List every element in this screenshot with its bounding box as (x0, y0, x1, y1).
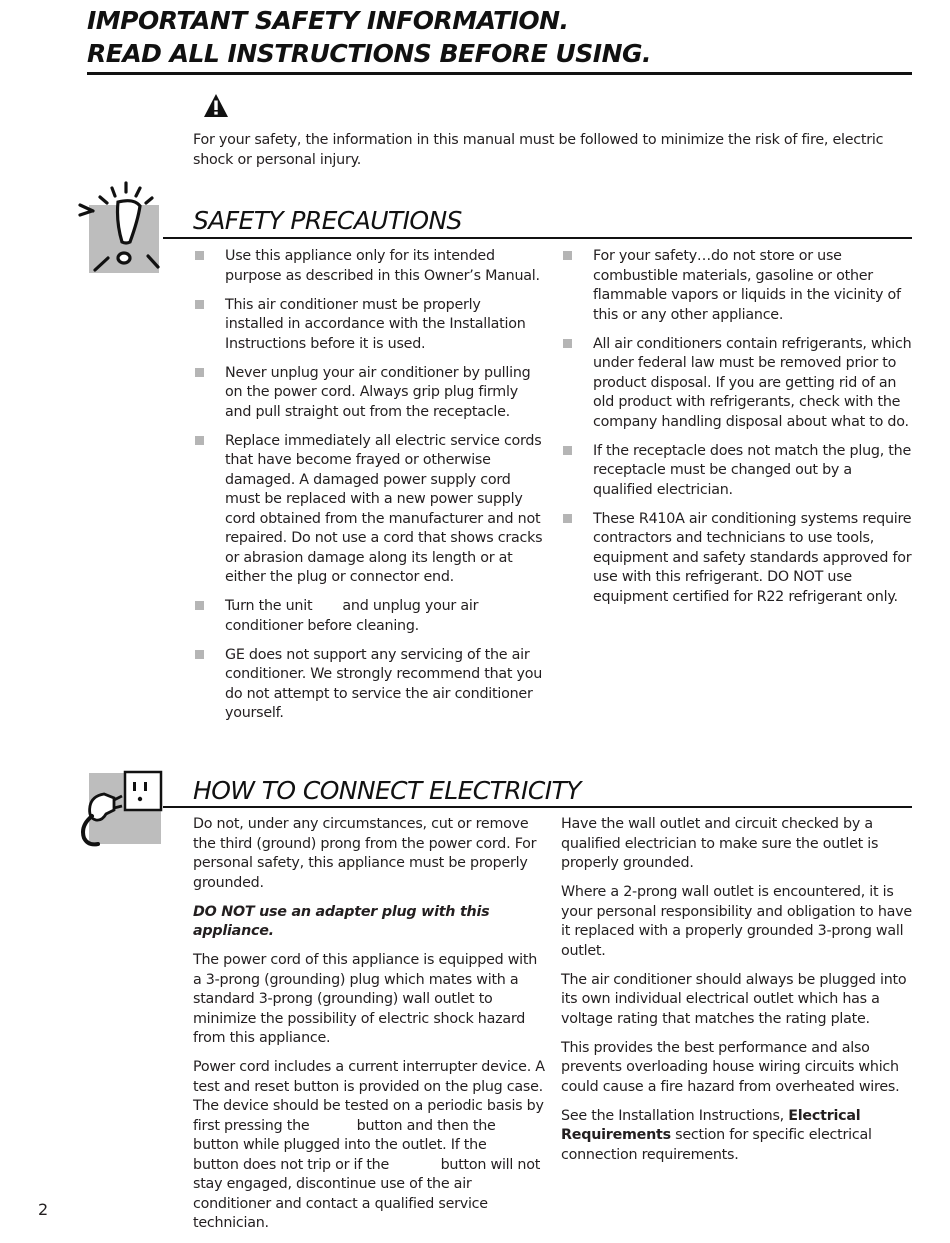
list-item: GE does not support any servicing of the air conditioner. We strongly recommend that you do not attempt to service the air conditioner yourself. (193, 646, 543, 724)
intro-text: For your safety, the information in this manual must be followed to minimize the risk of fire, electric shock or personal injury. (193, 132, 884, 168)
bullet-square-icon (563, 251, 572, 260)
electricity-paragraph: Have the wall outlet and circuit checked by a qualified electrician to make sure the outlet is properly grounded. (561, 816, 879, 871)
safety-section-divider (163, 237, 912, 239)
bullet-square-icon (195, 601, 204, 610)
electricity-paragraph: The air conditioner should always be plugged into its own individual electrical outlet which has a voltage rating that matches the rating plate. (561, 971, 907, 1027)
list-item: Use this appliance only for its intended purpose as described in this Owner’s Manual. (193, 247, 543, 286)
electrical-requirements-reference: Electrical Requirements (561, 1107, 861, 1143)
electricity-section-divider (163, 806, 912, 808)
electricity-left-column (193, 815, 550, 1243)
electricity-section-title: HOW TO CONNECT ELECTRICITY (193, 776, 581, 805)
plug-outlet-icon (78, 768, 166, 848)
list-item: These R410A air conditioning systems require contractors and technicians to use tools, equipment and safety standards approved for use with this refrigerant. DO NOT use equipment certified for R22 refrigerant only. (561, 510, 913, 608)
bullet-square-icon (563, 446, 572, 455)
list-item: Never unplug your air conditioner by pulling on the power cord. Always grip plug firmly and pull straight out from the receptacle. (193, 364, 543, 423)
bullet-square-icon (195, 251, 204, 260)
warning-triangle-icon (203, 93, 229, 119)
bullet-square-icon (195, 650, 204, 659)
list-item: All air conditioners contain refrigerants, which under federal law must be removed prior to product disposal. If you are getting rid of an old product with refrigerants, check with the company handling disposal about what to do. (561, 335, 913, 433)
list-item: If the receptacle does not match the plug, the receptacle must be changed out by a qualified electrician. (561, 442, 913, 501)
electricity-right-column (561, 815, 913, 1175)
header-divider (87, 72, 912, 75)
exclamation-alert-icon (78, 180, 168, 275)
page-number: 2 (38, 1200, 49, 1219)
electricity-paragraph: The power cord of this appliance is equipped with a 3-prong (grounding) plug which mates with a standard 3-prong (grounding) wall outlet to minimize the possibility of electric shock hazard from this appliance. (193, 952, 538, 1046)
bullet-square-icon (563, 339, 572, 348)
page-header (87, 4, 917, 70)
electricity-paragraph: This provides the best performance and also prevents overloading house wiring circuits which could cause a fire hazard from overheated wires. (561, 1039, 900, 1095)
bullet-square-icon (195, 368, 204, 377)
electricity-paragraph: See the Installation Instructions, Electrical Requirements section for specific electrical connection requirements. (561, 1107, 872, 1163)
electricity-paragraph: Do not, under any circumstances, cut or remove the third (ground) prong from the power cord. For personal safety, this appliance must be properly grounded. (193, 816, 537, 891)
safety-section-title: SAFETY PRECAUTIONS (193, 206, 462, 235)
list-item: For your safety…do not store or use combustible materials, gasoline or other flammable vapors or liquids in the vicinity of this or any other appliance. (561, 247, 913, 325)
bullet-square-icon (195, 300, 204, 309)
safety-list-left (193, 247, 543, 733)
header-title-line1: IMPORTANT SAFETY INFORMATION. (87, 6, 569, 35)
header-title-line2: READ ALL INSTRUCTIONS BEFORE USING. (87, 39, 652, 68)
safety-list-right (561, 247, 913, 617)
adapter-warning: DO NOT use an adapter plug with this appliance. (193, 903, 490, 939)
list-item: This air conditioner must be properly installed in accordance with the Installation Instructions before it is used. (193, 296, 543, 355)
list-item: Replace immediately all electric service cords that have become frayed or otherwise damaged. A damaged power supply cord must be replaced with a new power supply cord obtained from the manufacturer and not repaired. Do not use a cord that shows cracks or abrasion damage along its length or at either the plug or connector end. (193, 432, 543, 588)
electricity-paragraph: Power cord includes a current interrupter device. A test and reset button is provided on the plug case. The device should be tested on a periodic basis by first pressing the button and then the button while plugged into the outlet. If the button does not trip or if the button will not stay engaged, discontinue use of the air conditioner and contact a qualified service technician. (193, 1059, 550, 1231)
bullet-square-icon (195, 436, 204, 445)
list-item: Turn the unit and unplug your air conditioner before cleaning. (193, 597, 543, 636)
electricity-paragraph: Where a 2-prong wall outlet is encountered, it is your personal responsibility and obligation to have it replaced with a properly grounded 3-prong wall outlet. (561, 884, 912, 959)
bullet-square-icon (563, 514, 572, 523)
